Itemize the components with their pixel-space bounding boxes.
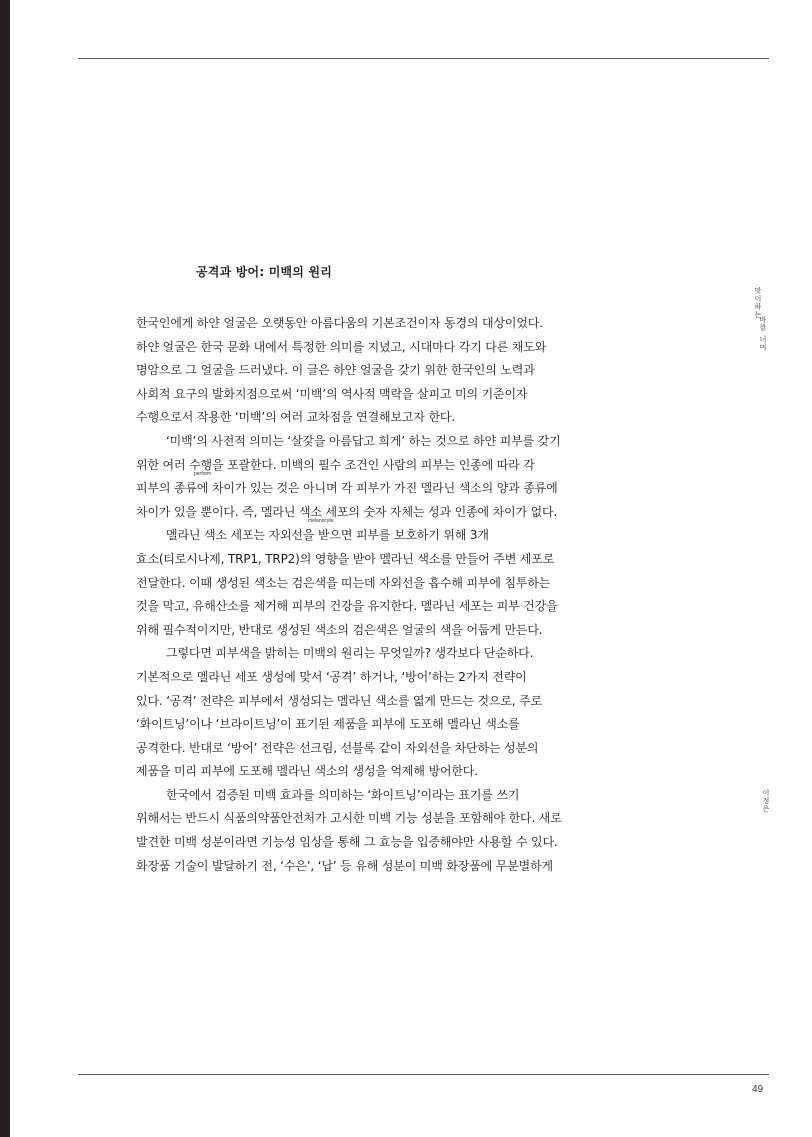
- text-line-with-gloss: [136, 501, 616, 525]
- body-text: [136, 312, 616, 878]
- text-line: 수행으로서 작용한 ‘미백’의 여러 교차점을 연결해보고자 한다.: [136, 410, 456, 425]
- text-line: 위해 필수적이지만, 반대로 생성된 색소의 검은색은 얼굴의 색을 어둡게 만든다.: [136, 622, 543, 637]
- text-line: 피부의 종류에 차이가 있는 것은 아니며 각 피부가 가진 멜라닌 색소의 양과 종류에: [136, 481, 558, 496]
- text-line: 기본적으로 멜라닌 세포 생성에 맞서 ‘공격’ 하거나, ‘방어’하는 2가지 전략이: [136, 669, 527, 684]
- gloss-melanocyte: melanocyte: [308, 517, 334, 524]
- page-number: 49: [752, 1084, 764, 1095]
- bottom-rule: [78, 1074, 769, 1075]
- section-heading: 공격과 방어: 미백의 원리: [196, 265, 333, 279]
- side-label-top-a: 맞이하는: [754, 287, 762, 319]
- text-line: 있다. ‘공격’ 전략은 피부에서 생성되는 멜라닌 색소를 엷게 만드는 것으로, 주로: [136, 693, 543, 708]
- text-line: 효소(티로시나제, TRP1, TRP2)의 영향을 받아 멜라닌 색소를 만들어 주변 세포로: [136, 551, 555, 566]
- text-line: 공격한다. 반대로 ‘방어’ 전략은 선크림, 선블록 같이 자외선을 차단하는 성분의: [136, 740, 539, 755]
- text-line: 멜라닌 색소 세포는 자외선을 받으면 피부를 보호하기 위해 3개: [166, 528, 489, 543]
- text-line: 한국인에게 하얀 얼굴은 오랫동안 아름다움의 기본조건이자 동경의 대상이었다.: [136, 316, 543, 330]
- text-line: 전달한다. 이때 생성된 색소는 검은색을 띠는데 자외선을 흡수해 피부에 침투하는: [136, 575, 551, 590]
- text-line: 사회적 요구의 발화지점으로써 ‘미백’의 역사적 맥락을 살피고 미의 기준이자: [136, 386, 528, 401]
- text-line: 그렇다면 피부색을 밝히는 미백의 원리는 무엇일까? 생각보다 단순하다.: [166, 646, 534, 661]
- text-line-content: 차이가 있을 뿐이다. 즉, 멜라닌 색소 세포의 숫자 자체는 성과 인종에 차이가 없다.: [136, 504, 558, 519]
- side-label-top-b: 바깥 너머: [759, 316, 767, 352]
- text-line: 발견한 미백 성분이라면 기능성 임상을 통해 그 효능을 입증해야만 사용할 수 있다.: [136, 835, 558, 850]
- text-line: 것을 막고, 유해산소를 제거해 피부의 건강을 유지한다. 멜라닌 세포는 피부 건강을: [136, 599, 558, 614]
- text-line-content: 위한 여러 수행을 포괄한다. 미백의 필수 조건인 사람의 피부는 인종에 따라 각: [136, 457, 535, 472]
- text-line: 위해서는 반드시 식품의약품안전처가 고시한 미백 기능 성분을 포함해야 한다. 새로: [136, 811, 562, 826]
- text-line-with-gloss: [136, 454, 616, 478]
- text-line: ‘미백’의 사전적 의미는 ‘살갗을 아름답고 희게’ 하는 것으로 하얀 피부를 갖기: [166, 433, 561, 448]
- text-line: 하얀 얼굴은 한국 문화 내에서 특정한 의미를 지녔고, 시대마다 각기 다른 채도와: [136, 339, 547, 354]
- gloss-perform: perform: [194, 470, 212, 477]
- text-line: 제품을 미리 피부에 도포해 멜라닌 색소의 생성을 억제해 방어한다.: [136, 764, 478, 779]
- text-line: ‘화이트닝’이나 ‘브라이트닝’이 표기된 제품을 피부에 도포해 멜라닌 색소를: [136, 717, 520, 732]
- text-line: 한국에서 검증된 미백 효과를 의미하는 ‘화이트닝’이라는 표기를 쓰기: [166, 787, 520, 802]
- text-line: 명암으로 그 얼굴을 드러냈다. 이 글은 하얀 얼굴을 갖기 위한 한국인의 노력과: [136, 363, 535, 378]
- top-rule: [78, 58, 769, 59]
- side-label-author: 이정은: [762, 789, 770, 813]
- text-line: 화장품 기술이 발달하기 전, ‘수은’, ‘납’ 등 유해 성분이 미백 화장품에 무분별하게: [136, 858, 554, 873]
- page-spine-bar: [0, 0, 10, 1137]
